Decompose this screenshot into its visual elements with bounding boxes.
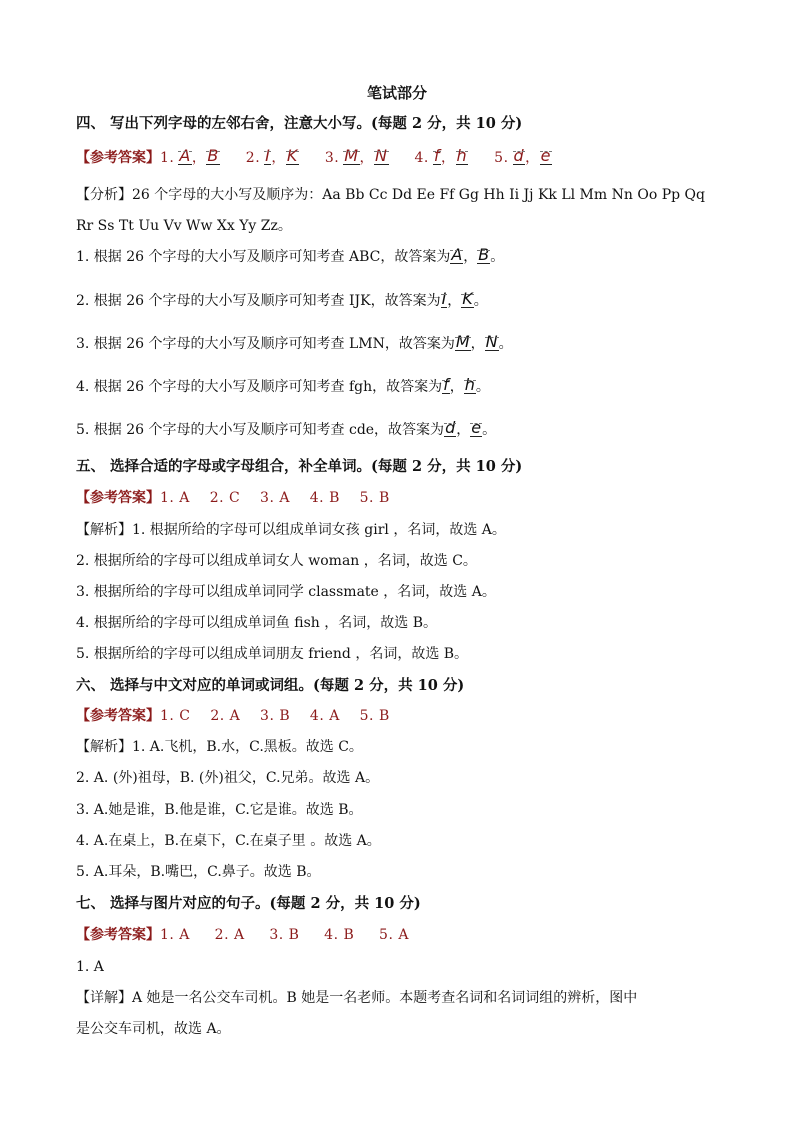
answer-number: 4. [414,150,429,166]
separator: ， [463,249,478,265]
section-6-line: 5. A.耳朵，B.嘴巴，C.鼻子。故选 B。 [76,864,321,880]
handwritten-letter: f [443,375,449,394]
section-5-answer-line [76,488,390,508]
period: 。 [498,336,513,352]
period: 。 [473,293,488,309]
item-text: 2. 根据 26 个字母的大小写及顺序可知考查 IJK，故答案为 [76,293,441,309]
handwritten-letter: d [513,146,525,165]
separator: ， [191,150,207,166]
handwritten-letter: N [485,332,498,351]
separator: ， [447,293,462,309]
section-6-answers: 1. C 2. A 3. B 4. A 5. B [160,708,390,724]
item-text: 4. 根据 26 个字母的大小写及顺序可知考查 fgh，故答案为 [76,379,443,395]
section-5-heading: 五、 选择合适的字母或字母组合，补全单词。(每题 2 分，共 10 分) [76,458,523,475]
section-4-item [76,334,513,354]
page-title: 笔试部分 [366,84,427,102]
section-6-line: 3. A.她是谁，B.他是谁，C.它是谁。故选 B。 [76,802,363,818]
section-7-line: 1. A [76,959,104,975]
separator: ， [456,422,471,438]
period: 。 [482,422,497,438]
separator: ， [359,150,375,166]
handwritten-letter: K [286,146,298,165]
item-text: 3. 根据 26 个字母的大小写及顺序可知考查 LMN，故答案为 [76,336,455,352]
section-5-line: 【解析】1. 根据所给的字母可以组成单词女孩 girl ，名词，故选 A。 [76,522,506,538]
answer-number: 3. [324,150,340,166]
handwritten-letter: N [375,146,388,165]
section-6-line: 2. A. (外)祖母，B. (外)祖父，C.兄弟。故选 A。 [76,770,380,786]
answer-tag: 【参考答案】 [76,927,160,943]
answer-number: 1. [160,150,175,166]
section-5-line: 5. 根据所给的字母可以组成单词朋友 friend ，名词，故选 B。 [76,646,469,662]
period: 。 [475,379,490,395]
handwritten-letter: B [478,245,490,264]
handwritten-letter: e [540,146,552,165]
section-4-analysis-line-2: Rr Ss Tt Uu Vv Ww Xx Yy Zz。 [76,218,292,234]
item-text: 5. 根据 26 个字母的大小写及顺序可知考查 cde，故答案为 [76,422,445,438]
section-7-line: 是公交车司机，故选 A。 [76,1021,231,1037]
section-4-analysis-line-1: 【分析】26 个字母的大小写及顺序为：Aa Bb Cc Dd Ee Ff Gg Hh Ii Jj Kk Ll Mm Nn Oo Pp Qq [76,187,705,203]
handwritten-letter: A [179,146,191,165]
section-6-line: 4. A.在桌上，B.在桌下，C.在桌子里 。故选 A。 [76,833,381,849]
section-4-answer-line [76,148,552,168]
section-4-heading: 四、 写出下列字母的左邻右舍，注意大小写。(每题 2 分，共 10 分) [76,115,523,132]
item-text: 1. 根据 26 个字母的大小写及顺序可知考查 ABC，故答案为 [76,249,451,265]
handwritten-letter: M [344,146,359,165]
separator: ， [449,379,464,395]
section-4-item [76,420,496,440]
handwritten-letter: d [445,418,456,437]
section-4-item [76,247,504,267]
section-5-line: 3. 根据所给的字母可以组成单词同学 classmate ，名词，故选 A。 [76,584,496,600]
handwritten-letter: M [455,332,470,351]
answer-tag: 【参考答案】 [76,150,160,166]
handwritten-letter: h [464,375,475,394]
section-4-answer-item [494,146,552,166]
section-5-line: 4. 根据所给的字母可以组成单词鱼 fish ，名词，故选 B。 [76,615,437,631]
handwritten-letter: B [207,146,219,165]
handwritten-letter: I [265,146,271,165]
section-4-answer-item [414,146,469,166]
section-4-answer-item [160,146,220,166]
section-5-line: 2. 根据所给的字母可以组成单词女人 woman ，名词，故选 C。 [76,553,477,569]
section-7-answer-line [76,925,409,945]
section-5-answers: 1. A 2. C 3. A 4. B 5. B [160,490,390,506]
separator: ， [525,150,540,166]
answer-tag: 【参考答案】 [76,708,160,724]
separator: ， [470,336,485,352]
section-4-answers [160,146,552,166]
section-7-heading: 七、 选择与图片对应的句子。(每题 2 分，共 10 分) [76,895,421,912]
section-6-line: 【解析】1. A.飞机，B.水，C.黑板。故选 C。 [76,739,363,755]
handwritten-letter: I [441,289,447,308]
handwritten-letter: h [456,146,468,165]
answer-tag: 【参考答案】 [76,490,160,506]
separator: ， [271,150,286,166]
handwritten-letter: K [462,289,473,308]
separator: ， [441,150,456,166]
section-4-item [76,377,490,397]
handwritten-letter: e [471,418,482,437]
handwritten-letter: f [433,146,441,165]
answer-number: 5. [494,150,509,166]
handwritten-letter: A [451,245,463,264]
section-7-answers: 1. A 2. A 3. B 4. B 5. A [160,927,409,943]
section-6-answer-line [76,706,390,726]
section-7-line: 【详解】A 她是一名公交车司机。B 她是一名老师。本题考查名词和名词词组的辨析，图中 [76,990,638,1006]
section-4-item [76,291,488,311]
section-4-answer-item [245,146,299,166]
section-4-answer-item [324,146,389,166]
answer-number: 2. [245,150,261,166]
section-6-heading: 六、 选择与中文对应的单词或词组。(每题 2 分，共 10 分) [76,677,465,694]
period: 。 [490,249,505,265]
